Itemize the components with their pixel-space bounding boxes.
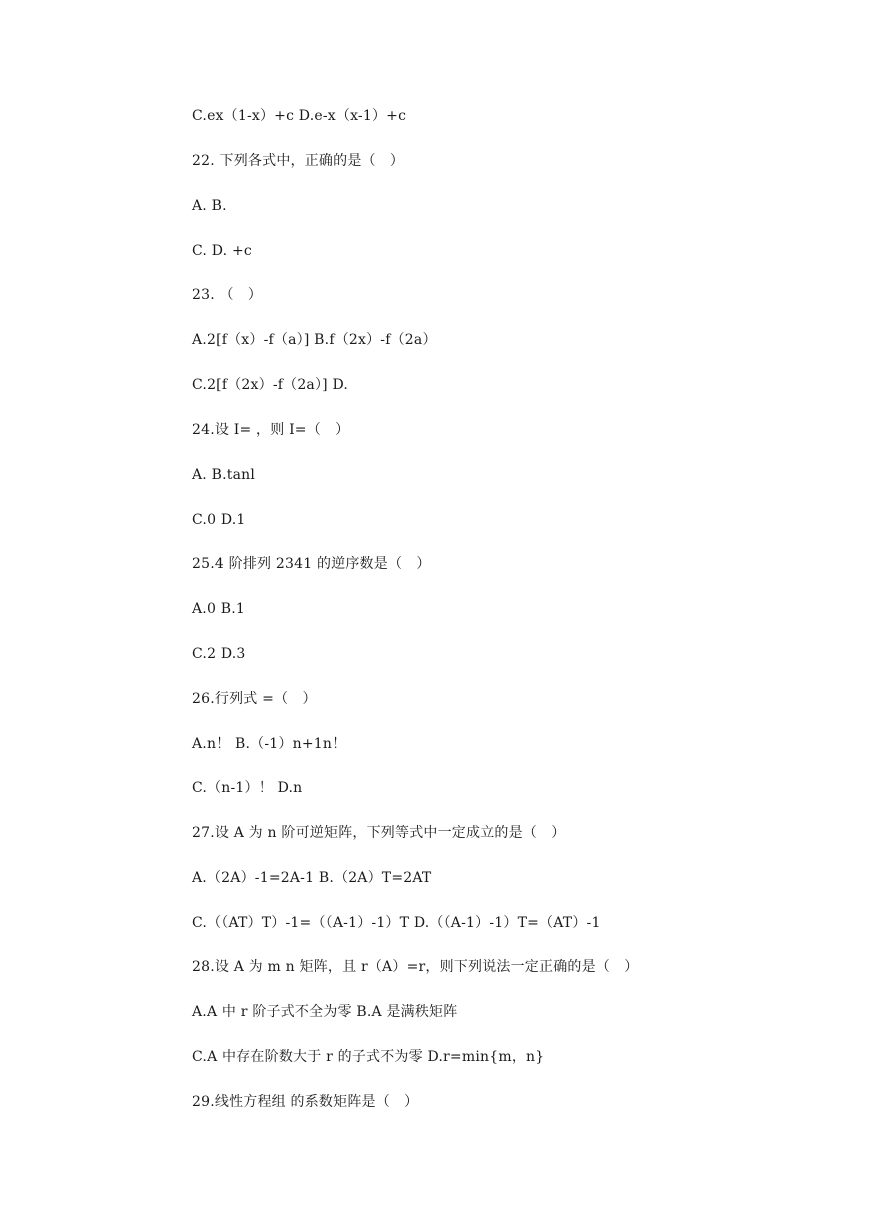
question-23: 23. （ ） xyxy=(192,287,263,303)
question-22: 22. 下列各式中，正确的是（ ） xyxy=(192,153,405,169)
text-line: C.2[f（2x）-f（2a）] D. xyxy=(192,377,349,393)
text-line: C.（n-1）！ D.n xyxy=(192,780,303,796)
question-28: 28.设 A 为 m n 矩阵，且 r（A）=r，则下列说法一定正确的是（ ） xyxy=(192,959,639,975)
text-line: A.A 中 r 阶子式不全为零 B.A 是满秩矩阵 xyxy=(192,1004,458,1020)
question-25: 25.4 阶排列 2341 的逆序数是（ ） xyxy=(192,556,431,572)
text-line: A.（2A）-1=2A-1 B.（2A）T=2AT xyxy=(192,870,432,886)
text-line: A.2[f（x）-f（a）] B.f（2x）-f（2a） xyxy=(192,332,437,348)
question-24: 24.设 I= ，则 I=（ ） xyxy=(192,422,350,438)
text-line: A.n！ B.（-1）n+1n！ xyxy=(192,736,347,752)
text-line: C.（（AT）T）-1=（（A-1）-1）T D.（（A-1）-1）T=（AT）-1 xyxy=(192,915,601,931)
text-line: C. D. +c xyxy=(192,243,252,259)
text-line: A.0 B.1 xyxy=(192,601,245,617)
text-line: C.0 D.1 xyxy=(192,512,246,528)
question-26: 26.行列式 =（ ） xyxy=(192,691,317,707)
text-line: A. B. xyxy=(192,198,227,214)
text-line: C.A 中存在阶数大于 r 的子式不为零 D.r=min{m，n} xyxy=(192,1049,545,1065)
text-line: A. B.tanl xyxy=(192,467,256,483)
question-27: 27.设 A 为 n 阶可逆矩阵，下列等式中一定成立的是（ ） xyxy=(192,825,566,841)
text-line: C.2 D.3 xyxy=(192,646,246,662)
text-line: C.ex（1-x）+c D.e-x（x-1）+c xyxy=(192,108,407,124)
question-29: 29.线性方程组 的系数矩阵是（ ） xyxy=(192,1094,419,1110)
